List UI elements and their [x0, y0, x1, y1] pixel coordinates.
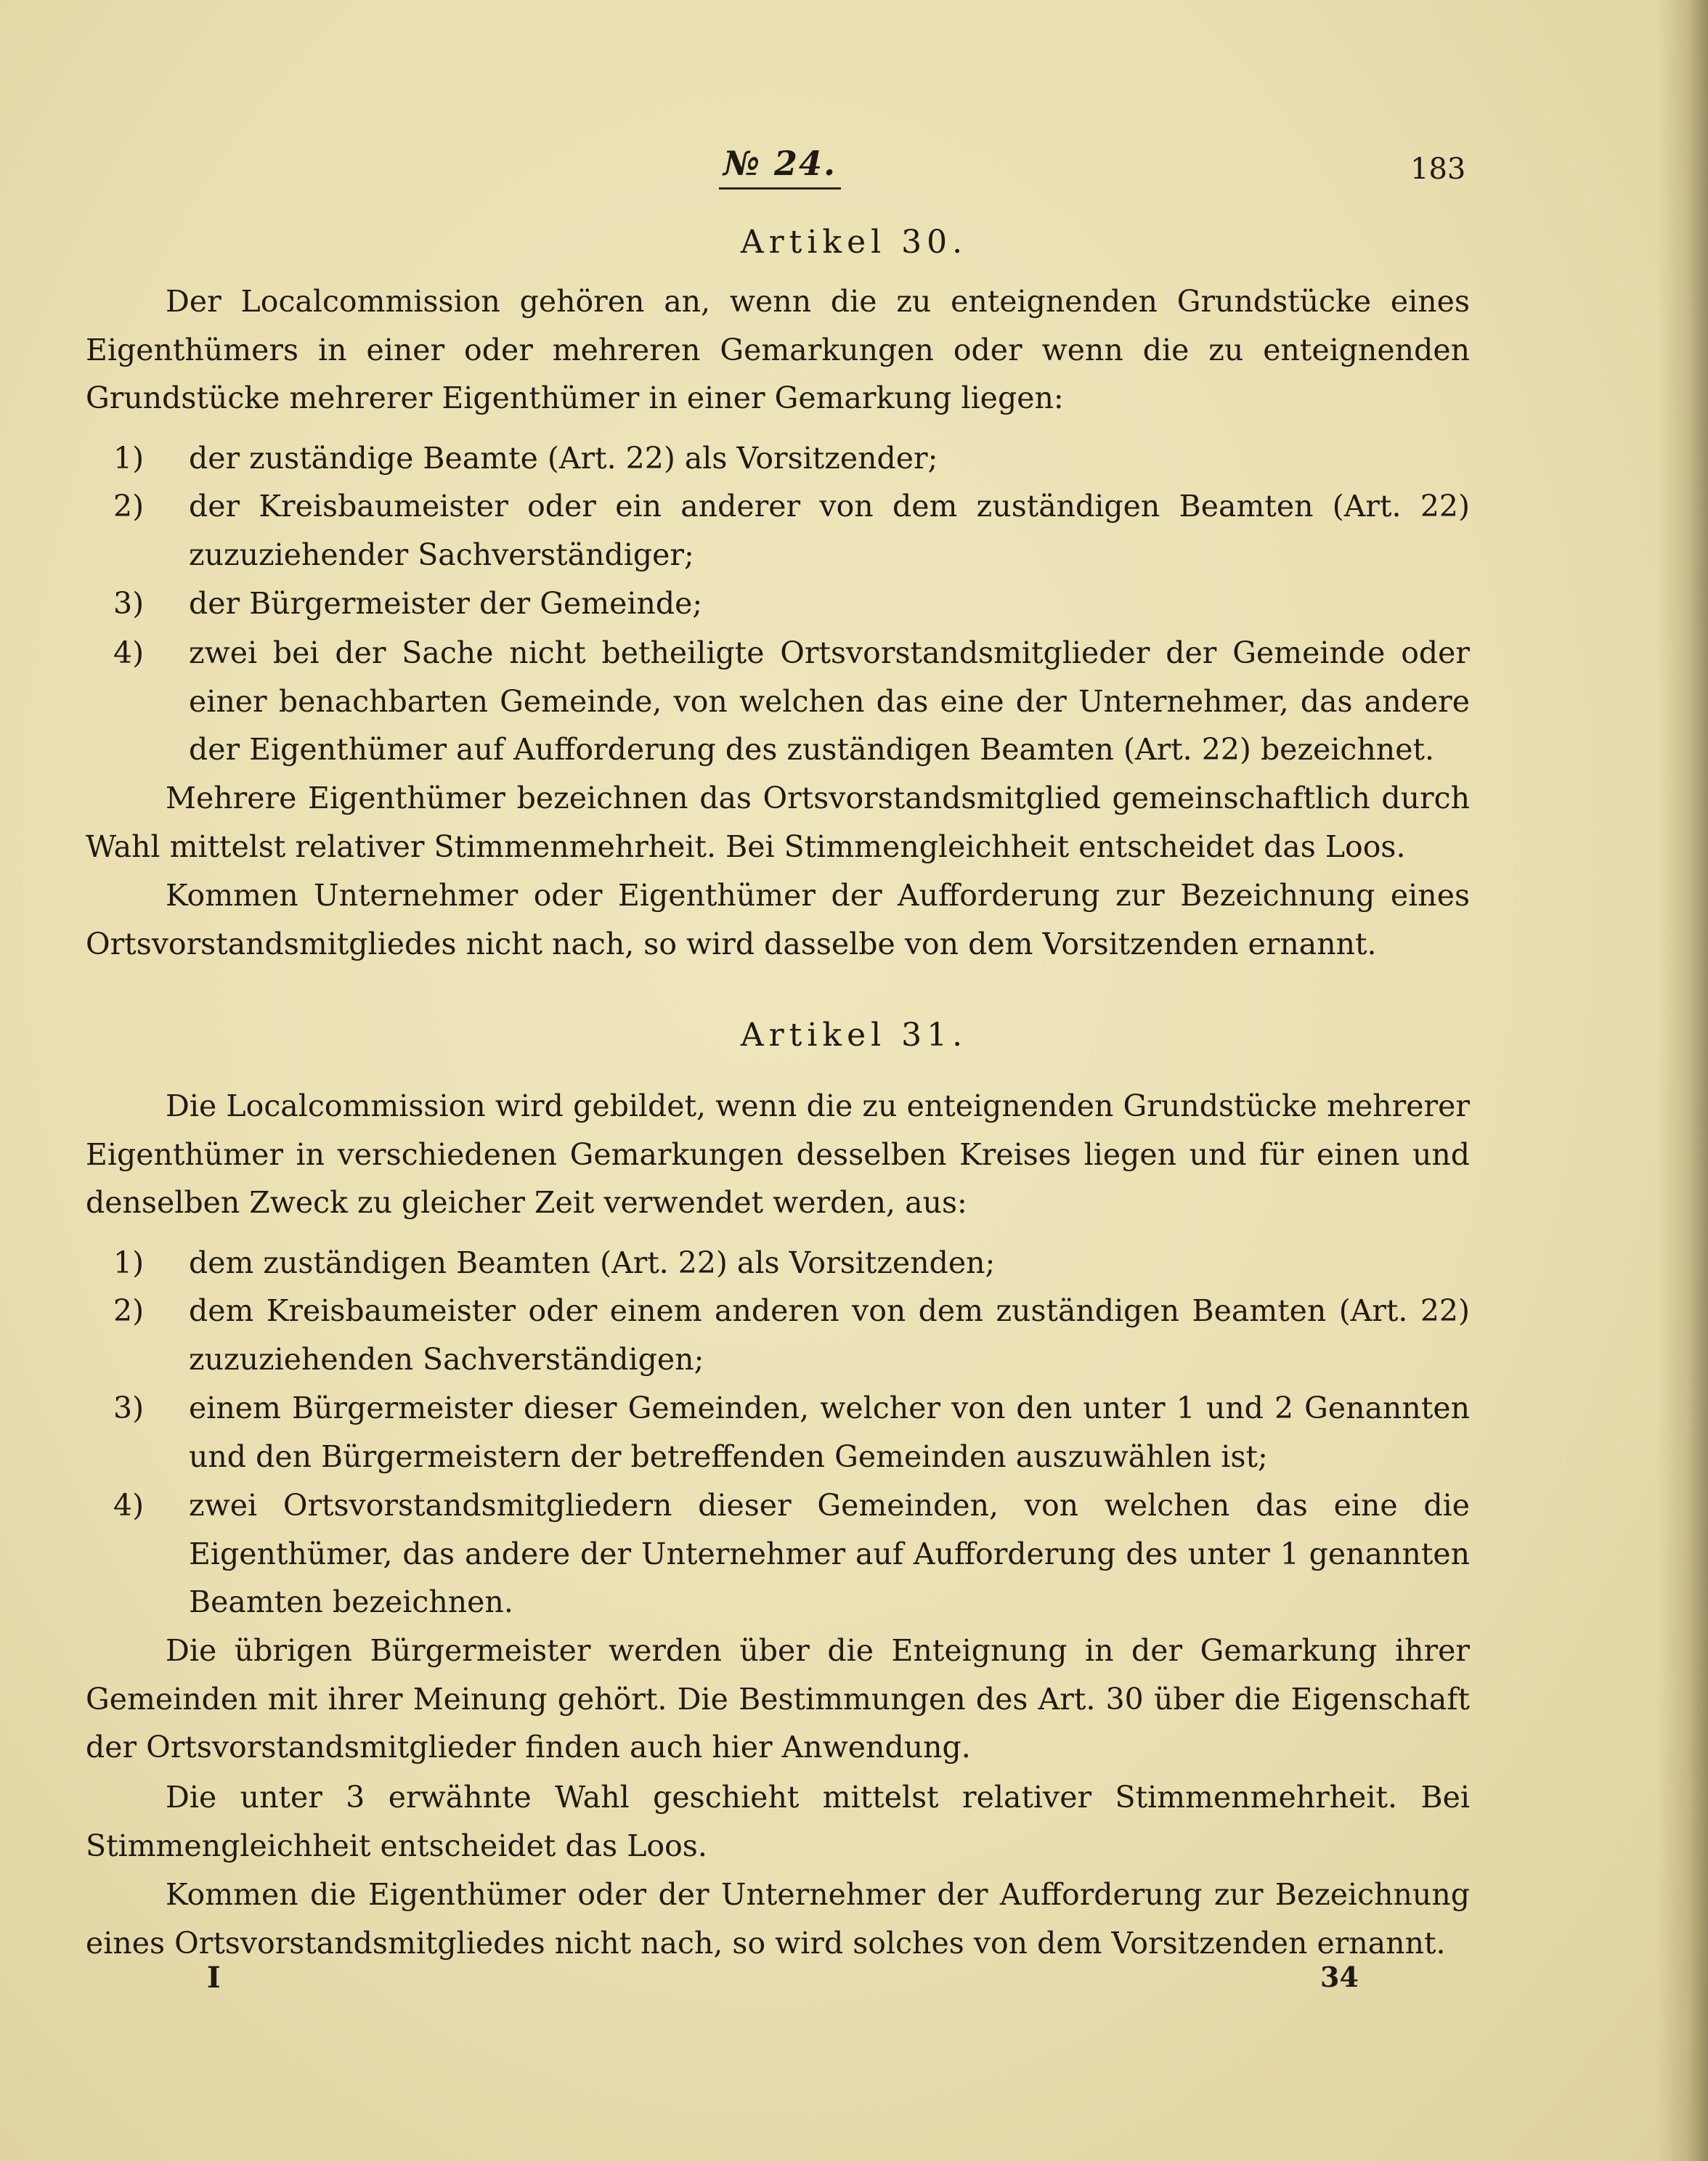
- article-31-item-3: [113, 1384, 1470, 1481]
- article-31-item-4: [113, 1481, 1470, 1627]
- article-30-item-4: [113, 629, 1470, 774]
- article-31-heading: Artikel 31.: [740, 1017, 968, 1054]
- item-number: 1): [113, 441, 145, 476]
- article-30-intro: Der Localcommission gehören an, wenn die zu enteignenden Grundstücke eines Eigenthümers in einer oder mehreren Gemarkungen oder wenn die zu enteignenden Grundstücke mehrerer Eigenthümer in einer Gemarkung liegen:: [86, 284, 1470, 415]
- article-31-paragraph-3: Die unter 3 erwähnte Wahl geschieht mittelst relativer Stimmenmehrheit. Bei Stimmengleichheit entscheidet das Loos.: [86, 1780, 1470, 1863]
- item-number: 3): [113, 1391, 145, 1425]
- item-text: zwei Ortsvorstandsmitgliedern dieser Gemeinden, von welchen das eine die Eigenthümer, das andere der Unternehmer auf Aufforderung des unter 1 genannten Beamten bezeichnen.: [189, 1488, 1470, 1619]
- article-31-paragraph-2: Die übrigen Bürgermeister werden über die Enteignung in der Gemarkung ihrer Gemeinden mit ihrer Meinung gehört. Die Bestimmungen des Art. 30 über die Eigenschaft der Ortsvorstandsmitglieder finden auch hier Anwendung.: [86, 1633, 1470, 1765]
- item-text: zwei bei der Sache nicht betheiligte Ortsvorstandsmitglieder der Gemeinde oder einer benachbarten Gemeinde, von welchen das eine der Unternehmer, das andere der Eigenthümer auf Aufforderung des zuständigen Beamten (Art. 22) bezeichnet.: [189, 635, 1470, 767]
- issue-number: № 24.: [719, 144, 841, 190]
- item-text: der zuständige Beamte (Art. 22) als Vorsitzender;: [189, 441, 938, 476]
- article-30-item-3: [113, 579, 1470, 628]
- article-31-item-2: [113, 1287, 1470, 1383]
- item-number: 4): [113, 1488, 145, 1523]
- item-text: dem zuständigen Beamten (Art. 22) als Vorsitzenden;: [189, 1245, 996, 1280]
- item-number: 4): [113, 635, 145, 670]
- article-30-heading: Artikel 30.: [740, 224, 968, 261]
- item-text: der Bürgermeister der Gemeinde;: [189, 586, 703, 621]
- article-31-paragraph-4: Kommen die Eigenthümer oder der Unternehmer der Aufforderung zur Bezeichnung eines Ortsvorstandsmitgliedes nicht nach, so wird solches von dem Vorsitzenden ernannt.: [86, 1877, 1470, 1961]
- item-text: dem Kreisbaumeister oder einem anderen von dem zuständigen Beamten (Art. 22) zuzuziehenden Sachverständigen;: [189, 1293, 1470, 1377]
- article-30-item-1: [113, 434, 1470, 483]
- item-number: 1): [113, 1245, 145, 1280]
- item-number: 3): [113, 586, 145, 621]
- article-30-paragraph-2: Mehrere Eigenthümer bezeichnen das Ortsvorstandsmitglied gemeinschaftlich durch Wahl mittelst relativer Stimmenmehrheit. Bei Stimmengleichheit entscheidet das Loos.: [86, 781, 1470, 864]
- article-30-item-2: [113, 482, 1470, 579]
- footer-sheet-number: 34: [1320, 1961, 1359, 1993]
- article-31-intro: Die Localcommission wird gebildet, wenn die zu enteignenden Grundstücke mehrerer Eigenthümer in verschiedenen Gemarkungen desselben Kreises liegen und für einen und denselben Zweck zu gleicher Zeit verwendet werden, aus:: [86, 1088, 1470, 1220]
- article-31-item-1: [113, 1239, 1470, 1287]
- item-text: der Kreisbaumeister oder ein anderer von dem zuständigen Beamten (Art. 22) zuzuziehender Sachverständiger;: [189, 489, 1470, 572]
- item-number: 2): [113, 1293, 145, 1328]
- item-text: einem Bürgermeister dieser Gemeinden, welcher von den unter 1 und 2 Genannten und den Bürgermeistern der betreffenden Gemeinden auszuwählen ist;: [189, 1391, 1470, 1474]
- item-number: 2): [113, 489, 145, 524]
- page-spine-shadow: [1657, 0, 1708, 2161]
- footer-signature-mark: I: [207, 1961, 221, 1995]
- page-number: 183: [1410, 152, 1466, 186]
- article-30-paragraph-3: Kommen Unternehmer oder Eigenthümer der Aufforderung zur Bezeichnung eines Ortsvorstandsmitgliedes nicht nach, so wird dasselbe von dem Vorsitzenden ernannt.: [86, 878, 1470, 961]
